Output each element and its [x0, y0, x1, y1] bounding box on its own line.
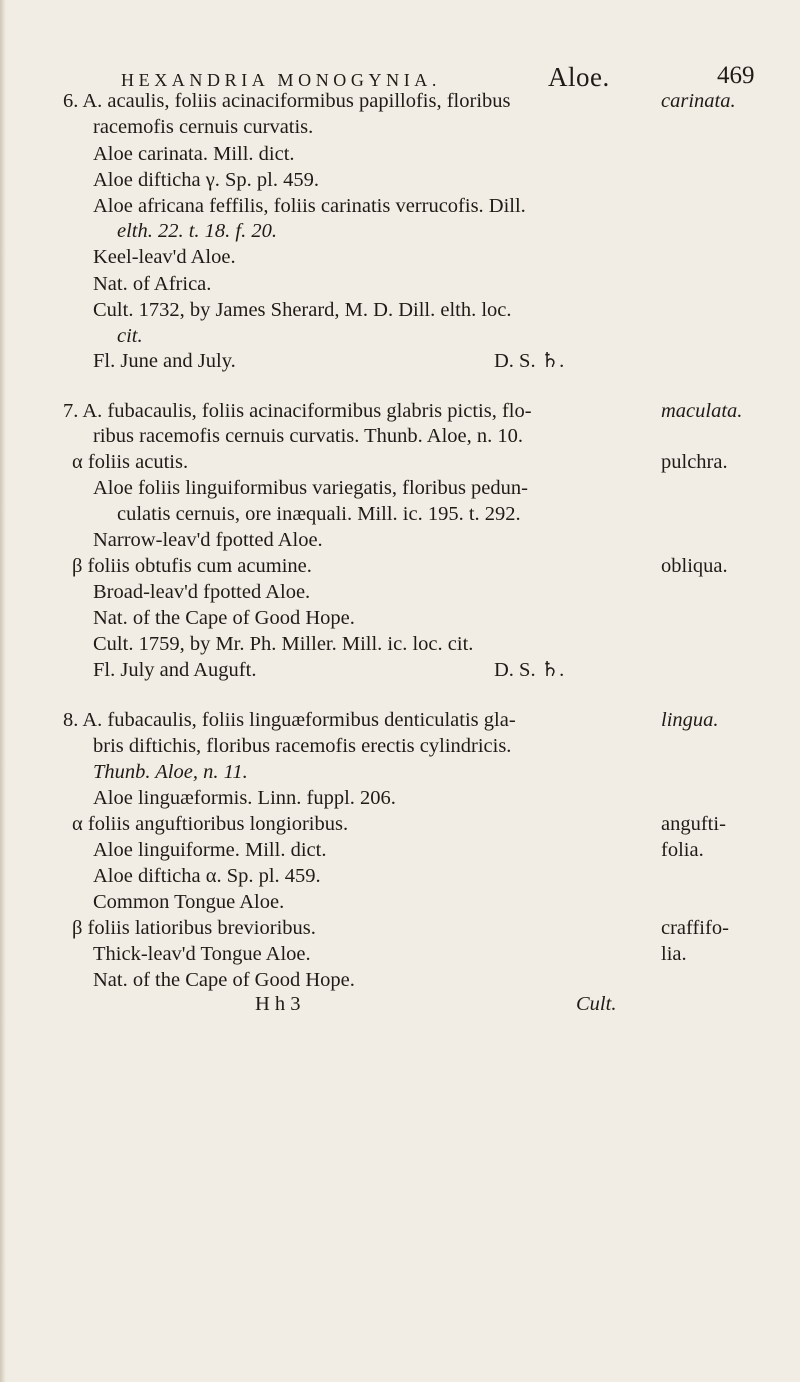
page-number: 469 [717, 62, 755, 89]
entry-line: Aloe foliis linguiformibus variegatis, floribus pedun- [93, 477, 528, 499]
entry-line: Aloe africana feffilis, foliis carinatis verrucofis. Dill. [93, 195, 526, 217]
habitat-signature: D. S. ♄. [494, 659, 565, 681]
margin-variety-name: lia. [661, 943, 687, 965]
entry-line: Broad-leav'd fpotted Aloe. [93, 581, 311, 603]
entry-line: Cult. 1732, by James Sherard, M. D. Dill. elth. loc. [93, 299, 512, 321]
entry-line: cit. [117, 325, 143, 347]
margin-species-name: lingua. [661, 709, 719, 731]
entry-line: Thick-leav'd Tongue Aloe. [93, 943, 311, 965]
entry-line: Aloe difticha α. Sp. pl. 459. [93, 865, 321, 887]
entry-line: Aloe difticha γ. Sp. pl. 459. [93, 169, 319, 191]
entry-line: Cult. 1759, by Mr. Ph. Miller. Mill. ic. loc. cit. [93, 633, 474, 655]
entry-line: Narrow-leav'd fpotted Aloe. [93, 529, 323, 551]
margin-variety-name: obliqua. [661, 555, 728, 577]
entry-line: Aloe linguæformis. Linn. fuppl. 206. [93, 787, 396, 809]
entry-line: Fl. July and Auguft. [93, 659, 257, 681]
margin-variety-name: folia. [661, 839, 704, 861]
habitat-signature: D. S. ♄. [494, 350, 565, 372]
entry-line: culatis cernuis, ore inæquali. Mill. ic. 195. t. 292. [117, 503, 521, 525]
entry-line: Nat. of the Cape of Good Hope. [93, 969, 355, 991]
entry-line: 6. A. acaulis, foliis acinaciformibus papillofis, floribus [63, 90, 511, 112]
entry-line: Keel-leav'd Aloe. [93, 246, 236, 268]
entry-line: Nat. of the Cape of Good Hope. [93, 607, 355, 629]
entry-line: ribus racemofis cernuis curvatis. Thunb. Aloe, n. 10. [93, 425, 524, 447]
catchword: Cult. [576, 993, 617, 1015]
margin-species-name: carinata. [661, 90, 736, 112]
header-genus: Aloe. [548, 62, 610, 92]
margin-variety-name: pulchra. [661, 451, 728, 473]
entry-line: α foliis anguftioribus longioribus. [72, 813, 349, 835]
entry-line: Thunb. Aloe, n. 11. [93, 761, 248, 783]
margin-variety-name: angufti- [661, 813, 726, 835]
entry-line: 8. A. fubacaulis, foliis linguæformibus denticulatis gla- [63, 709, 516, 731]
margin-variety-name: craffifo- [661, 917, 729, 939]
entry-line: Aloe linguiforme. Mill. dict. [93, 839, 327, 861]
entry-line: 7. A. fubacaulis, foliis acinaciformibus glabris pictis, flo- [63, 400, 532, 422]
printer-signature: H h 3 [255, 993, 301, 1015]
entry-line: Common Tongue Aloe. [93, 891, 285, 913]
entry-line: bris diftichis, floribus racemofis erectis cylindricis. [93, 735, 512, 757]
header-title: HEXANDRIA MONOGYNIA. [121, 70, 441, 90]
entry-line: elth. 22. t. 18. f. 20. [117, 220, 278, 242]
entry-line: β foliis latioribus brevioribus. [72, 917, 316, 939]
margin-species-name: maculata. [661, 400, 743, 422]
entry-line: Aloe carinata. Mill. dict. [93, 143, 295, 165]
entry-line: racemofis cernuis curvatis. [93, 116, 314, 138]
entry-line: α foliis acutis. [72, 451, 189, 473]
page-edge-shadow [0, 0, 6, 1382]
entry-line: Nat. of Africa. [93, 273, 212, 295]
entry-line: β foliis obtufis cum acumine. [72, 555, 312, 577]
entry-line: Fl. June and July. [93, 350, 236, 372]
